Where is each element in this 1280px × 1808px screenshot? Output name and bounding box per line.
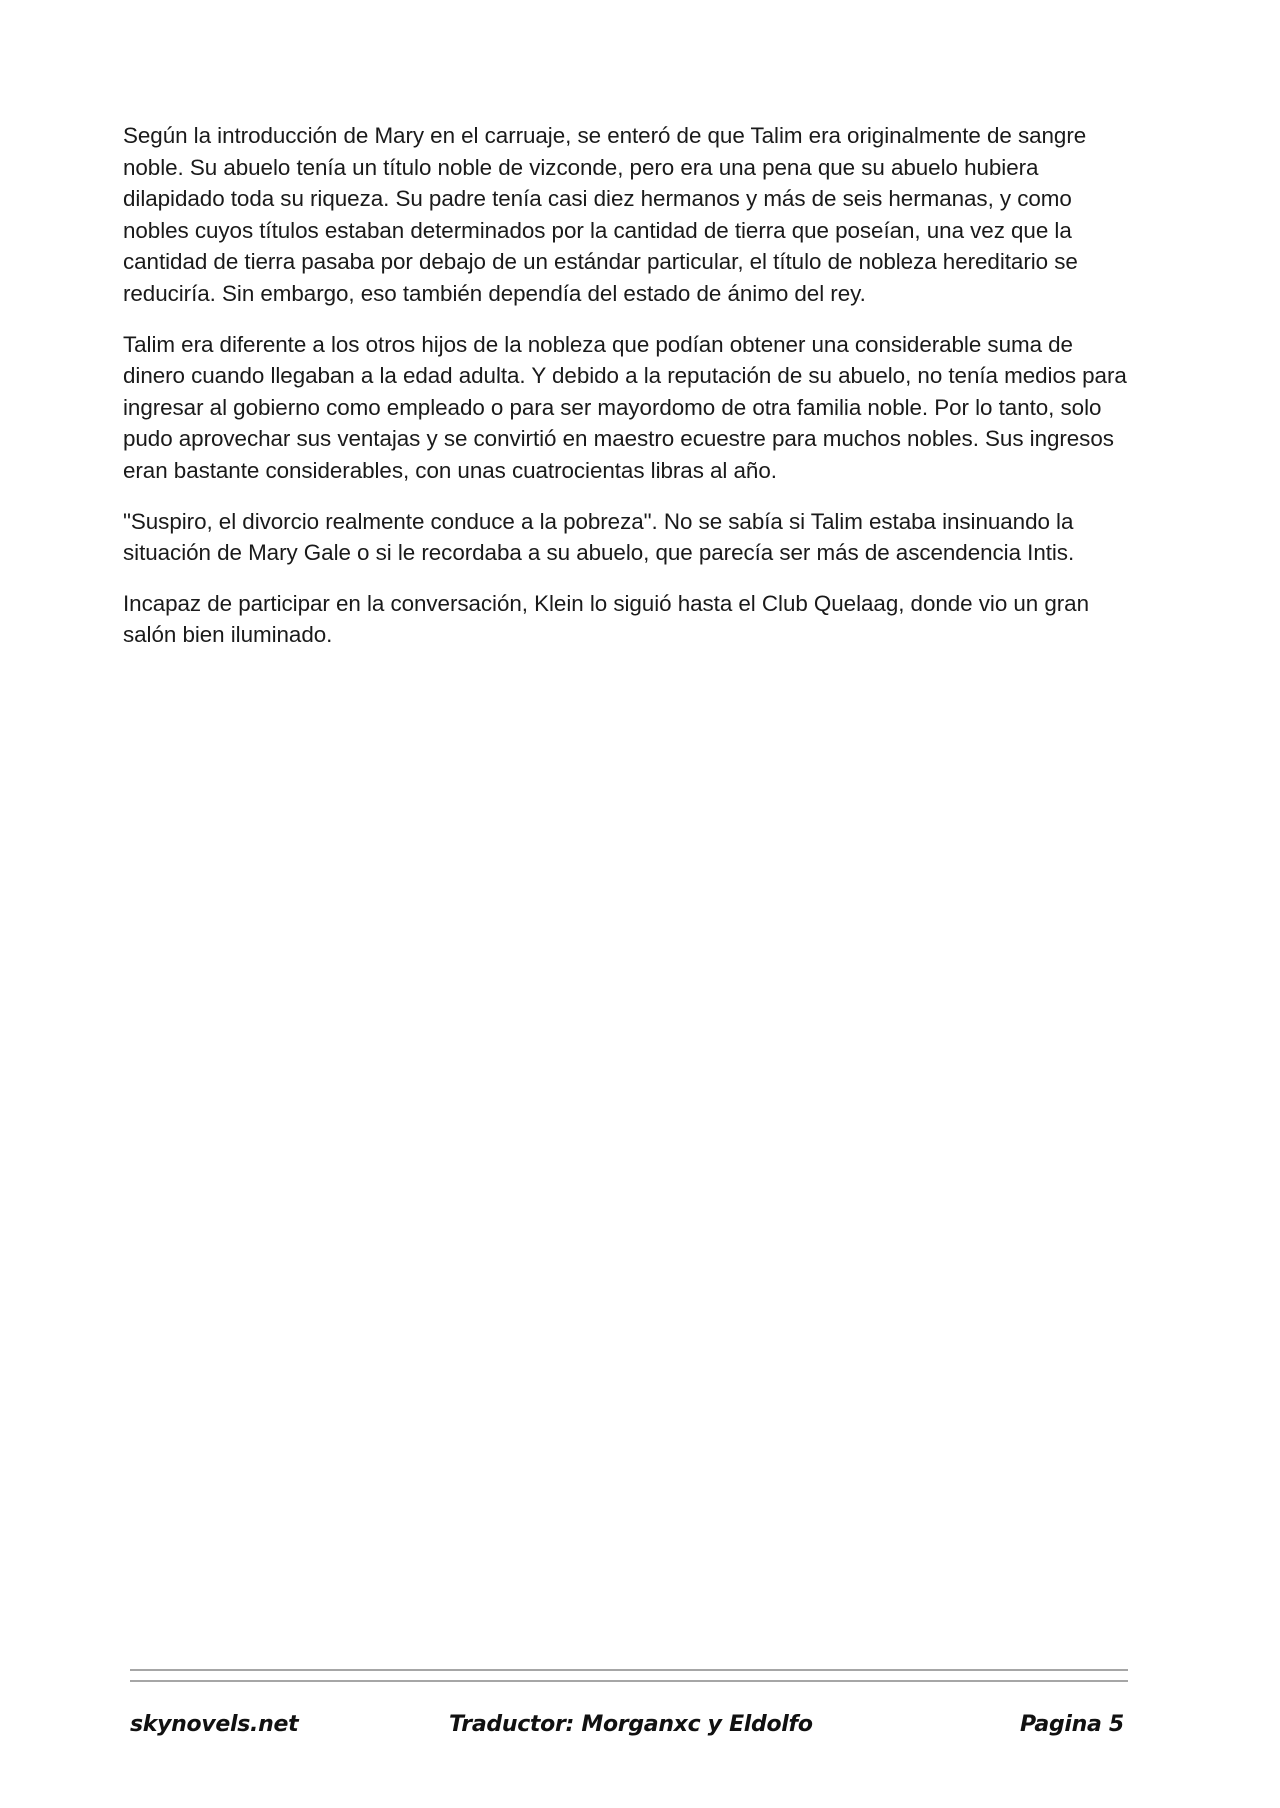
footer-divider-top [130, 1669, 1128, 1671]
paragraph: Talim era diferente a los otros hijos de la nobleza que podían obtener una considerable suma de dinero cuando llegaban a la edad adulta. Y debido a la reputación de su abuelo, no tenía medios para ingresar al gobierno como empleado o para ser mayordomo de otra familia noble. Por lo tanto, solo pudo aprovechar sus ventajas y se convirtió en maestro ecuestre para muchos nobles. Sus ingresos eran bastante considerables, con unas cuatrocientas libras al año. [123, 331, 1127, 483]
paragraph: "Suspiro, el divorcio realmente conduce a la pobreza". No se sabía si Talim estaba insinuando la situación de Mary Gale o si le recordaba a su abuelo, que parecía ser más de ascendencia Intis. [123, 508, 1075, 566]
footer-site-name: skynovels.net [130, 1712, 299, 1737]
paragraph: Incapaz de participar en la conversación, Klein lo siguió hasta el Club Quelaag, donde vio un gran salón bien iluminado. [123, 590, 1089, 648]
footer-divider-bottom [130, 1680, 1128, 1682]
footer-page-number: Pagina 5 [1020, 1712, 1124, 1737]
footer-translator-credit: Traductor: Morganxc y Eldolfo [449, 1712, 813, 1737]
document-body [123, 120, 1133, 670]
paragraph: Según la introducción de Mary en el carruaje, se enteró de que Talim era originalmente de sangre noble. Su abuelo tenía un título noble de vizconde, pero era una pena que su abuelo hubiera dilapidado toda su riqueza. Su padre tenía casi diez hermanos y más de seis hermanas, y como nobles cuyos títulos estaban determinados por la cantidad de tierra que poseían, una vez que la cantidad de tierra pasaba por debajo de un estándar particular, el título de nobleza hereditario se reduciría. Sin embargo, eso también dependía del estado de ánimo del rey. [123, 123, 1087, 306]
